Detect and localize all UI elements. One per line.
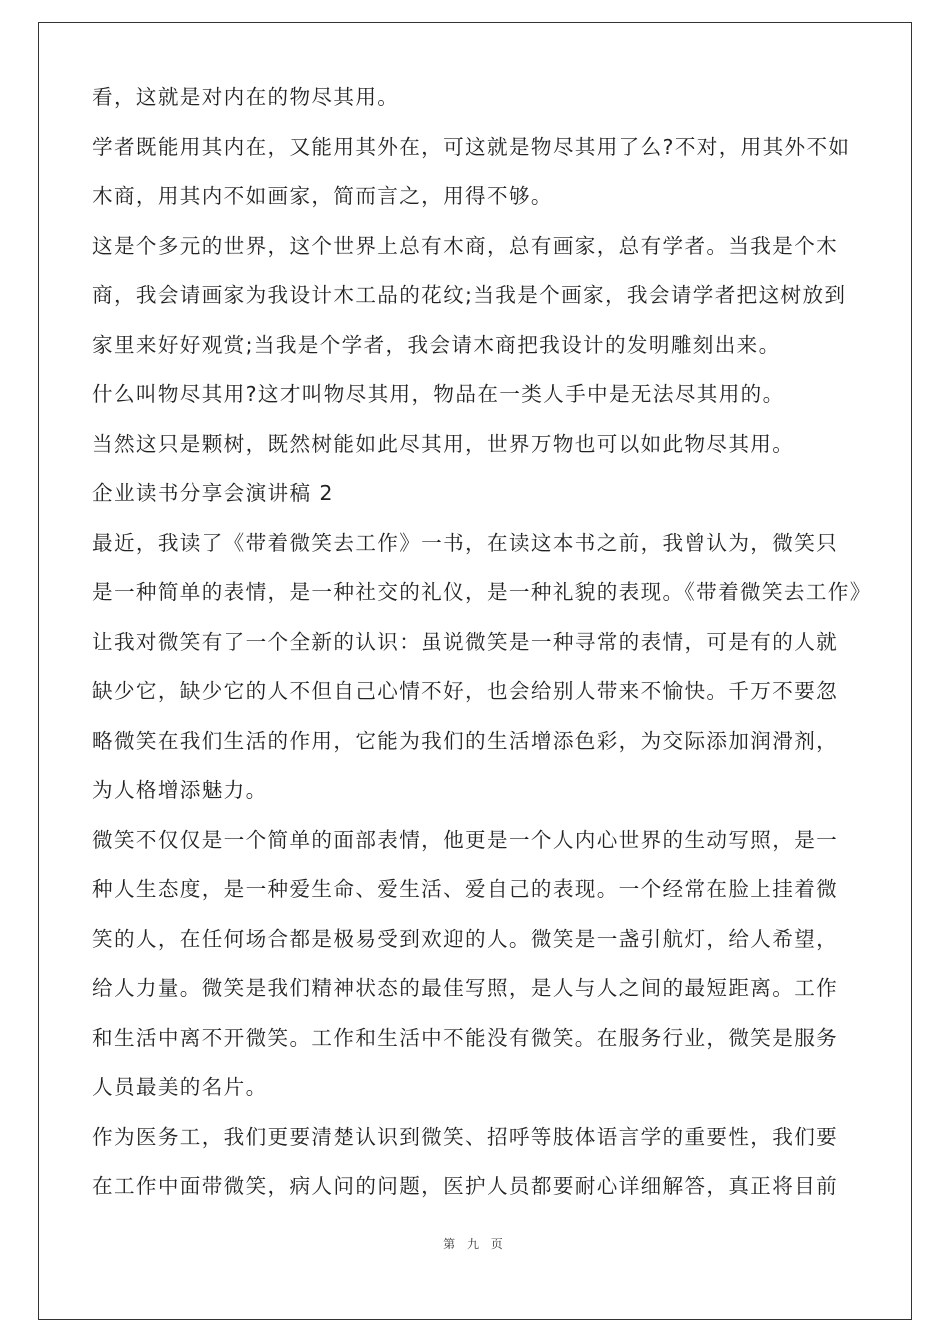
text-line: 人员最美的名片。 <box>92 1075 268 1099</box>
text-line: 和生活中离不开微笑。工作和生活中不能没有微笑。在服务行业，微笑是服务 <box>92 1025 839 1050</box>
text-line: 笑的人，在任何场合都是极易受到欢迎的人。微笑是一盏引航灯，给人希望， <box>92 926 839 951</box>
text-line: 家里来好好观赏;当我是个学者，我会请木商把我设计的发明雕刻出来。 <box>92 332 781 357</box>
section-heading: 企业读书分享会演讲稿 2 <box>92 481 334 505</box>
text-line: 微笑不仅仅是一个简单的面部表情，他更是一个人内心世界的生动写照，是一 <box>92 827 839 852</box>
text-line: 商，我会请画家为我设计木工品的花纹;当我是个画家，我会请学者把这树放到 <box>92 283 847 307</box>
text-line: 是一种简单的表情，是一种社交的礼仪，是一种礼貌的表现。《带着微笑去工作》 <box>92 580 872 604</box>
text-line: 让我对微笑有了一个全新的认识：虽说微笑是一种寻常的表情，可是有的人就 <box>92 629 839 654</box>
text-line: 作为医务工，我们更要清楚认识到微笑、招呼等肢体语言学的重要性，我们要 <box>92 1124 839 1149</box>
text-line: 学者既能用其内在，又能用其外在，可这就是物尽其用了么?不对，用其外不如 <box>92 134 851 159</box>
text-line: 当然这只是颗树，既然树能如此尽其用，世界万物也可以如此物尽其用。 <box>92 431 795 456</box>
document-body <box>92 73 872 1212</box>
text-line: 为人格增添魅力。 <box>92 778 268 802</box>
text-line: 种人生态度，是一种爱生命、爱生活、爱自己的表现。一个经常在脸上挂着微 <box>92 877 839 901</box>
text-line: 什么叫物尽其用?这才叫物尽其用，物品在一类人手中是无法尽其用的。 <box>92 382 785 406</box>
text-line: 给人力量。微笑是我们精神状态的最佳写照，是人与人之间的最短距离。工作 <box>92 976 839 1000</box>
text-line: 缺少它，缺少它的人不但自己心情不好，也会给别人带来不愉快。千万不要忽 <box>92 679 839 703</box>
text-line: 在工作中面带微笑，病人问的问题，医护人员都要耐心详细解答，真正将目前 <box>92 1174 839 1198</box>
text-line: 最近，我读了《带着微笑去工作》一书，在读这本书之前，我曾认为，微笑只 <box>92 530 839 555</box>
text-line: 略微笑在我们生活的作用，它能为我们的生活增添色彩，为交际添加润滑剂， <box>92 728 839 753</box>
page-number: 第 九 页 <box>443 1237 507 1251</box>
text-line: 木商，用其内不如画家，简而言之，用得不够。 <box>92 184 553 208</box>
text-line: 这是个多元的世界，这个世界上总有木商，总有画家，总有学者。当我是个木 <box>92 233 839 258</box>
text-line: 看，这就是对内在的物尽其用。 <box>92 85 400 109</box>
